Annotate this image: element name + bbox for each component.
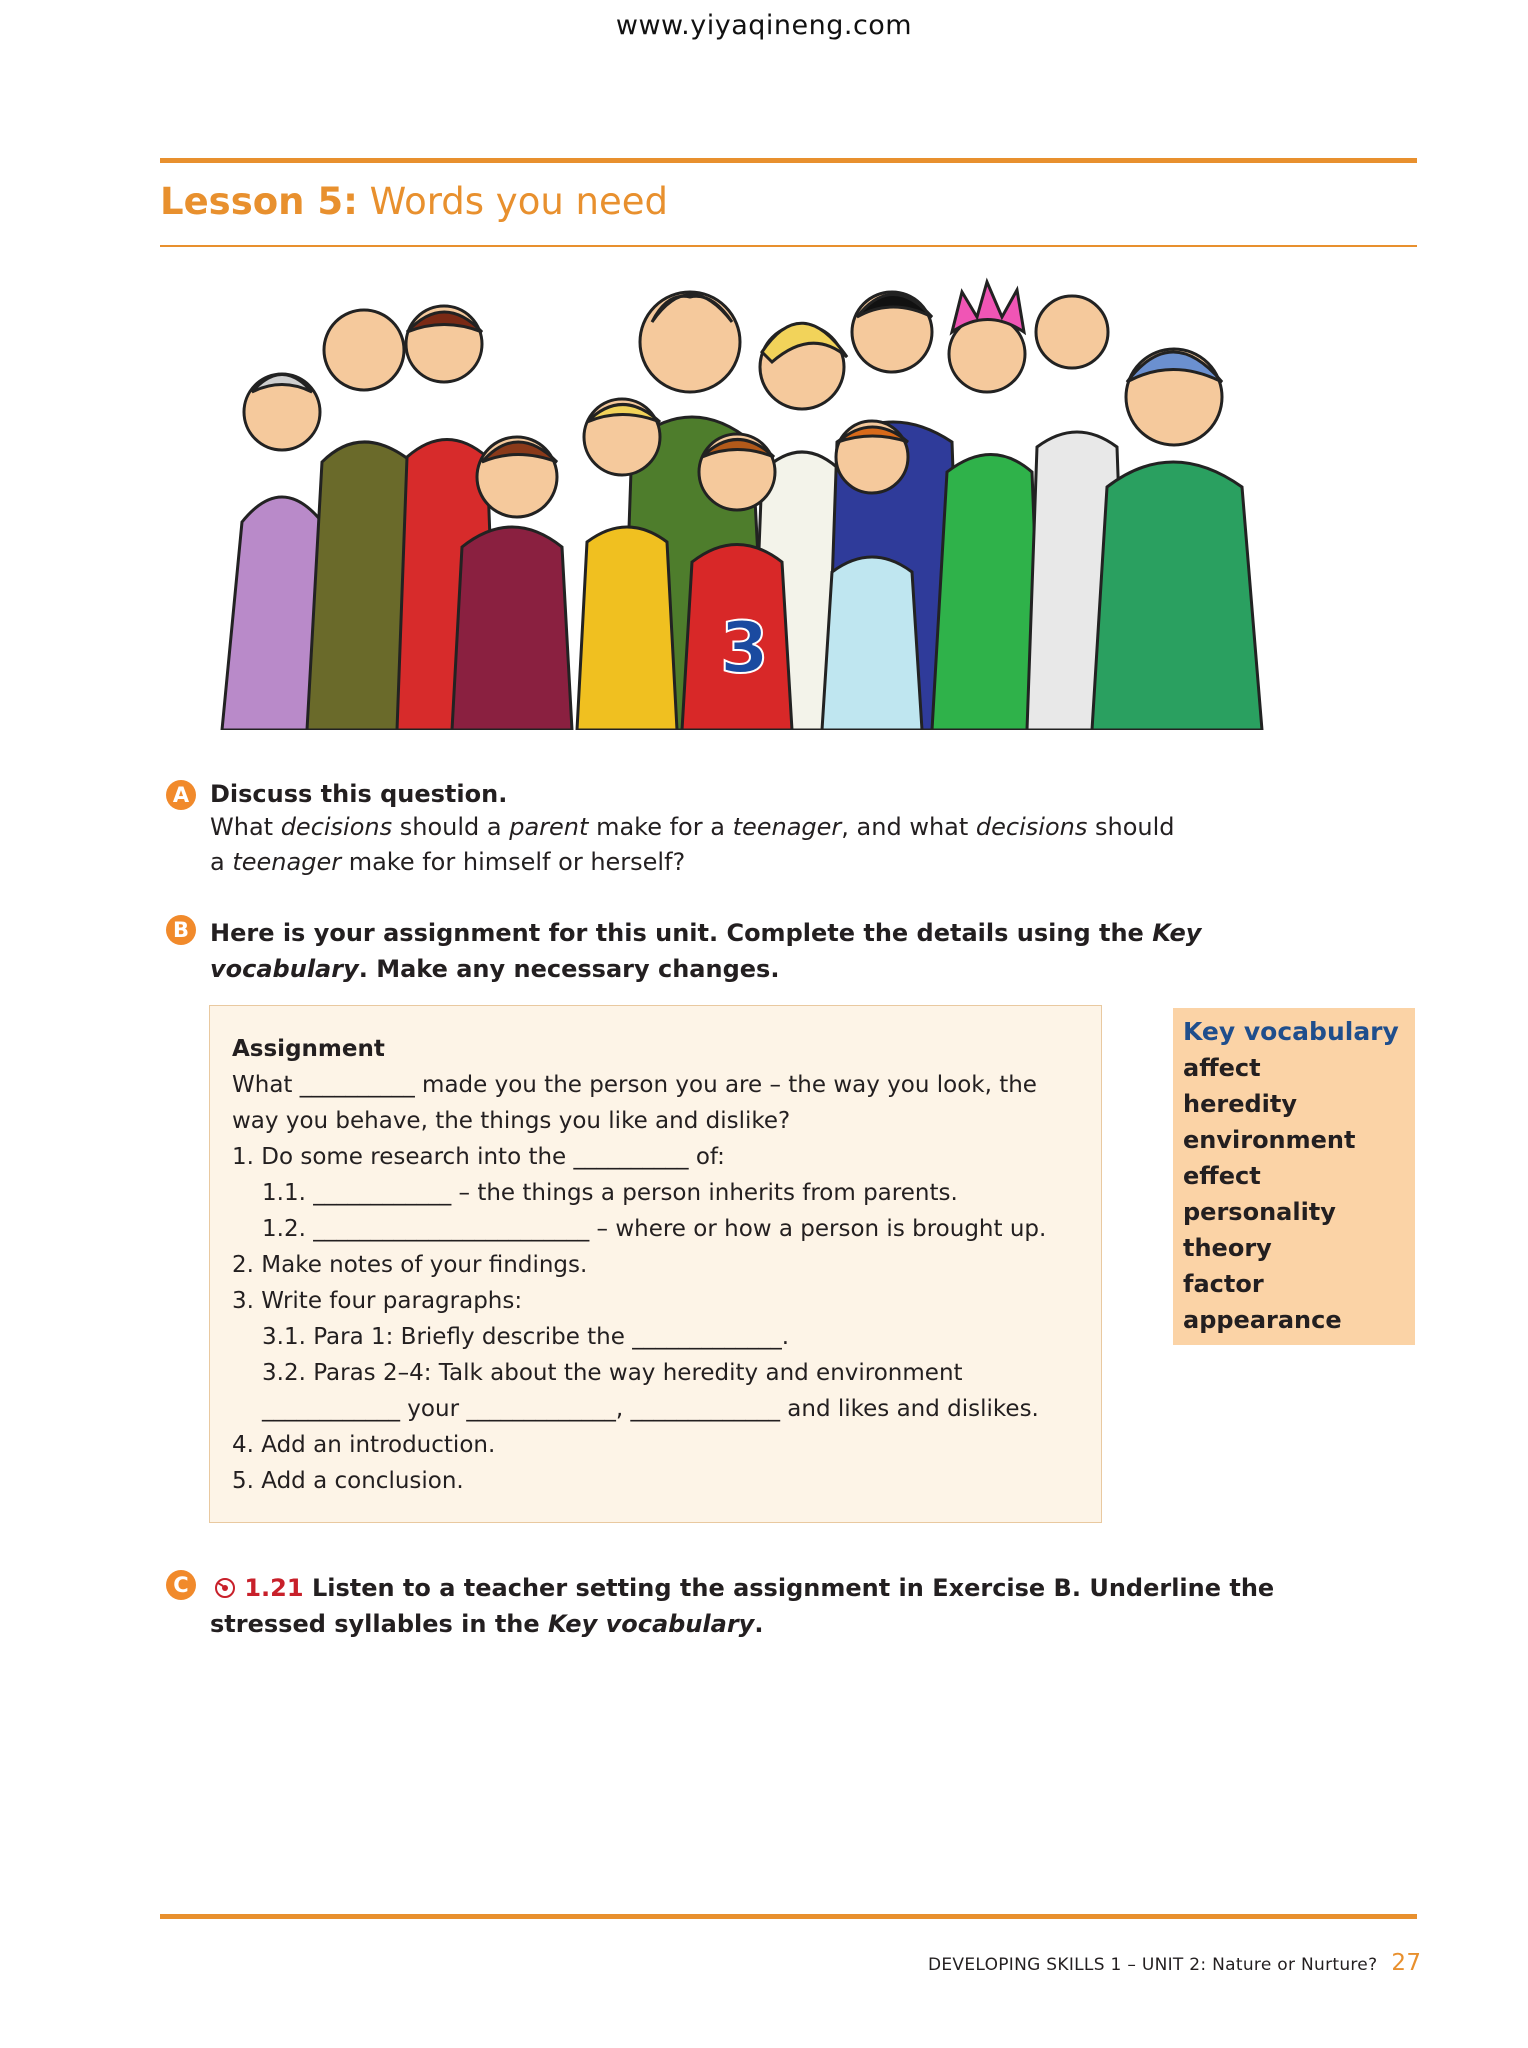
page-footer	[928, 1950, 1421, 1976]
section-c-badge: C	[166, 1570, 196, 1600]
assignment-line: way you behave, the things you like and dislike?	[232, 1108, 791, 1134]
key-vocabulary-title: Key vocabulary	[1183, 1017, 1399, 1046]
vocab-word: environment	[1183, 1126, 1356, 1154]
vocab-word: affect	[1183, 1054, 1261, 1082]
audio-cd-icon	[214, 1577, 236, 1599]
page-number: 27	[1391, 1950, 1422, 1976]
bottom-rule	[160, 1914, 1417, 1919]
lesson-title	[160, 180, 668, 223]
assignment-box	[209, 1005, 1102, 1523]
assignment-line: 2. Make notes of your findings.	[232, 1252, 588, 1278]
watermark-url: www.yiyaqineng.com	[615, 10, 913, 41]
lesson-number: Lesson 5:	[160, 180, 358, 223]
vocab-word: heredity	[1183, 1090, 1297, 1118]
lesson-name: Words you need	[369, 180, 669, 223]
vocab-word: appearance	[1183, 1306, 1342, 1334]
section-b-instruction: Here is your assignment for this unit. Complete the details using the Key vocabulary. Make any necessary changes.	[210, 919, 1202, 983]
section-c-instruction: 1.21 Listen to a teacher setting the assignment in Exercise B. Underline the stressed syllables in the Key vocabulary.	[210, 1574, 1275, 1638]
question-line-1: What decisions should a parent make for a teenager, and what decisions should	[210, 813, 1175, 841]
assignment-line: ____________ your _____________, _____________ and likes and dislikes.	[262, 1396, 1039, 1422]
key-vocabulary-box	[1173, 1008, 1415, 1345]
svg-text:3: 3	[720, 607, 769, 689]
section-a-question	[210, 810, 1175, 880]
assignment-line: 3.2. Paras 2–4: Talk about the way heredity and environment	[262, 1360, 963, 1386]
assignment-line: 5. Add a conclusion.	[232, 1468, 464, 1494]
assignment-line: 3.1. Para 1: Briefly describe the _____________.	[262, 1324, 790, 1350]
assignment-line: What __________ made you the person you are – the way you look, the	[232, 1072, 1037, 1098]
vocab-word: factor	[1183, 1270, 1264, 1298]
assignment-line: 4. Add an introduction.	[232, 1432, 496, 1458]
assignment-line: 1.2. ________________________ – where or how a person is brought up.	[262, 1216, 1047, 1242]
assignment-line: 3. Write four paragraphs:	[232, 1288, 523, 1314]
assignment-line: 1.1. ____________ – the things a person inherits from parents.	[262, 1180, 958, 1206]
section-a-heading: Discuss this question.	[210, 780, 508, 808]
vocab-word: effect	[1183, 1162, 1261, 1190]
vocab-word: theory	[1183, 1234, 1272, 1262]
assignment-line: 1. Do some research into the __________ of:	[232, 1144, 725, 1170]
assignment-title: Assignment	[232, 1036, 385, 1062]
family-group-illustration	[212, 272, 1332, 730]
track-number: 1.21	[244, 1574, 304, 1602]
section-a-badge: A	[166, 780, 196, 810]
question-line-2: a teenager make for himself or herself?	[210, 848, 686, 876]
section-b-badge: B	[166, 915, 196, 945]
footer-text: DEVELOPING SKILLS 1 – UNIT 2: Nature or Nurture?	[928, 1955, 1378, 1975]
title-rule	[160, 245, 1417, 247]
top-rule	[160, 158, 1417, 163]
vocab-word: personality	[1183, 1198, 1336, 1226]
